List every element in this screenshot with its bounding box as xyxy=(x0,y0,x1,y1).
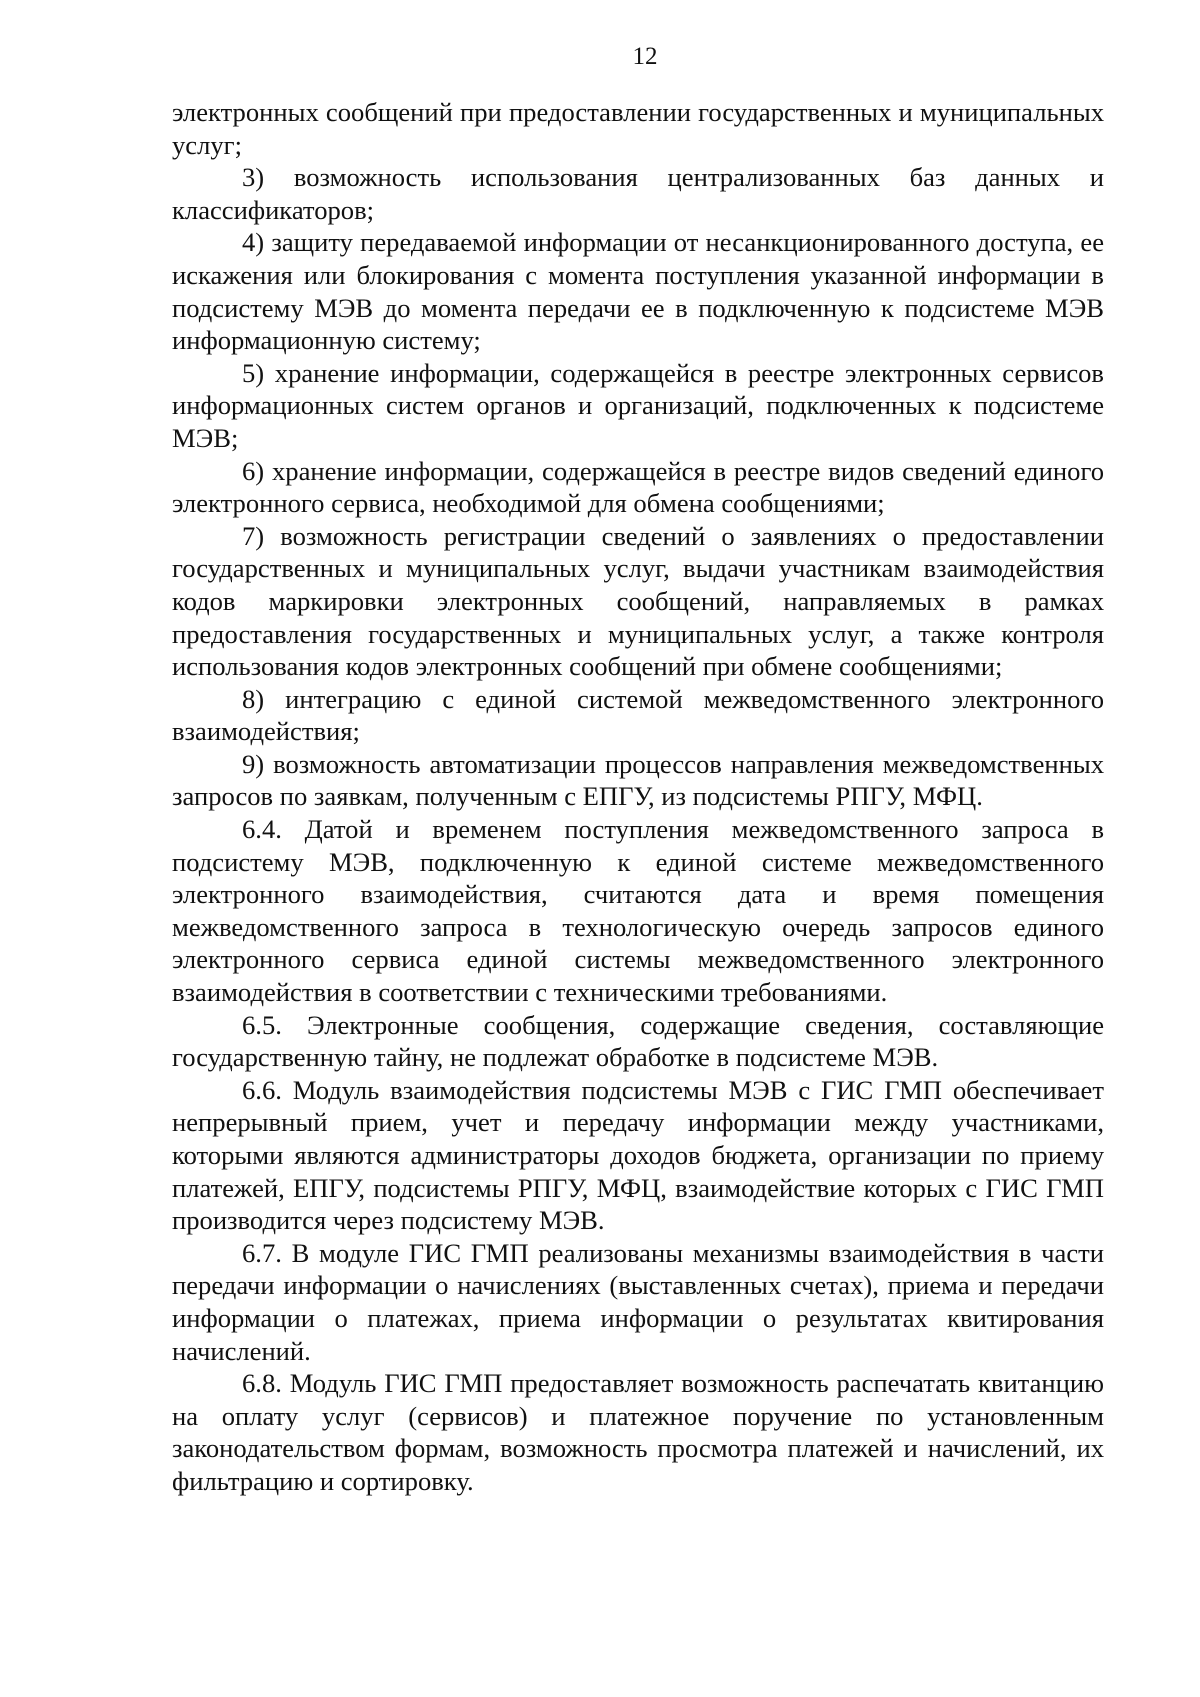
list-item-3: 3) возможность использования централизованных баз данных и классификаторов; xyxy=(172,162,1104,225)
clause-6-6: 6.6. Модуль взаимодействия подсистемы МЭВ с ГИС ГМП обеспечивает непрерывный прием, учет и передачу информации между участниками, которыми являются администраторы доходов бюджета, организации по приему платежей, ЕПГУ, подсистемы РПГУ, МФЦ, взаимодействие которых с ГИС ГМП производится через подсистему МЭВ. xyxy=(172,1074,1104,1236)
paragraph-continuation: электронных сообщений при предоставлении государственных и муниципальных услуг; xyxy=(172,97,1104,160)
clause-6-8: 6.8. Модуль ГИС ГМП предоставляет возможность распечатать квитанцию на оплату услуг (сервисов) и платежное поручение по установленным законодательством формам, возможность просмотра платежей и начислений, их фильтрацию и сортировку. xyxy=(172,1368,1104,1496)
list-item-6: 6) хранение информации, содержащейся в реестре видов сведений единого электронного сервиса, необходимой для обмена сообщениями; xyxy=(172,455,1104,519)
list-item-7: 7) возможность регистрации сведений о заявлениях о предоставлении государственных и муниципальных услуг, выдачи участникам взаимодействия кодов маркировки электронных сообщений, направляемых в рамках предоставления государственных и муниципальных услуг, а также контроля использования кодов электронных сообщений при обмене сообщениями; xyxy=(172,520,1104,682)
list-item-5: 5) хранение информации, содержащейся в реестре электронных сервисов информационных систем органов и организаций, подключенных к подсистеме МЭВ; xyxy=(172,357,1104,453)
list-item-8: 8) интеграцию с единой системой межведомственного электронного взаимодействия; xyxy=(172,683,1104,747)
clause-6-7: 6.7. В модуле ГИС ГМП реализованы механизмы взаимодействия в части передачи информации о начислениях (выставленных счетах), приема и передачи информации о платежах, приема информации о результатах квитирования начислений. xyxy=(172,1237,1104,1366)
document-body xyxy=(172,96,1104,1498)
clause-6-4: 6.4. Датой и временем поступления межведомственного запроса в подсистему МЭВ, подключенную к единой системе межведомственного электронного взаимодействия, считаются дата и время помещения межведомственного запроса в технологическую очередь запросов единого электронного сервиса единой системы межведомственного электронного взаимодействия в соответствии с техническими требованиями. xyxy=(172,814,1104,1008)
page-number: 12 xyxy=(632,43,658,70)
list-item-9: 9) возможность автоматизации процессов направления межведомственных запросов по заявкам, полученным с ЕПГУ, из подсистемы РПГУ, МФЦ. xyxy=(172,748,1104,812)
list-item-4: 4) защиту передаваемой информации от несанкционированного доступа, ее искажения или блокирования с момента поступления указанной информации в подсистему МЭВ до момента передачи ее в подключенную к подсистеме МЭВ информационную систему; xyxy=(172,227,1104,356)
clause-6-5: 6.5. Электронные сообщения, содержащие сведения, составляющие государственную тайну, не подлежат обработке в подсистеме МЭВ. xyxy=(172,1009,1104,1073)
